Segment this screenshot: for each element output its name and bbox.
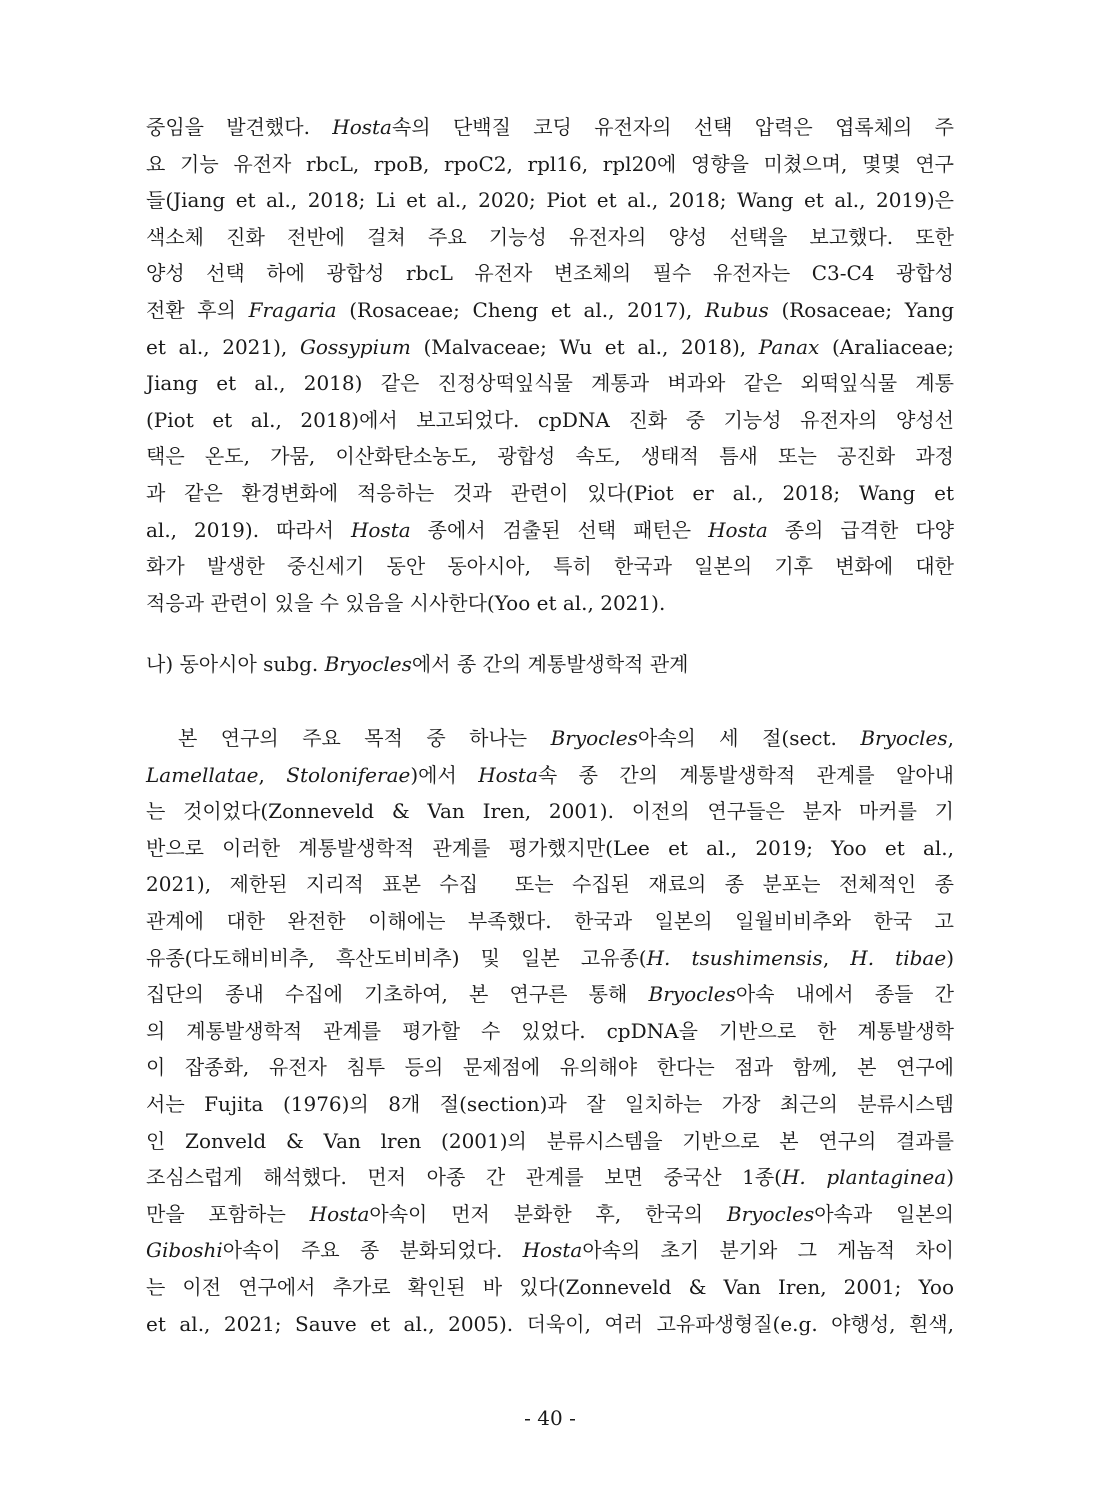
italic-term: Stoloniferae (286, 762, 411, 787)
text-run: (Rosaceae; Yang (768, 297, 954, 322)
text-run: al., 2019). 따라서 (146, 517, 351, 542)
text-run: ) (946, 945, 954, 970)
italic-term: Hosta (332, 115, 392, 139)
text-line (146, 1306, 954, 1343)
text-run: 적응과 관련이 있을 수 있음을 시사한다(Yoo et al., 2021). (146, 590, 666, 615)
text-run: , (947, 726, 954, 750)
text-run: 이 잡종화, 유전자 침투 등의 문제점에 유의해야 한다는 점과 함께, 본 연구에 (146, 1055, 954, 1080)
text-run: 전환 후의 (146, 297, 249, 322)
text-run: ) (946, 1165, 954, 1190)
text-run: (Rosaceae; Cheng et al., 2017), (336, 297, 705, 322)
text-line (146, 475, 954, 512)
italic-term: Bryocles (860, 726, 948, 750)
text-run: 화가 발생한 중신세기 동안 동아시아, 특히 한국과 일본의 기후 변화에 대한 (146, 554, 954, 579)
text-line (146, 793, 954, 830)
text-run: Jiang et al., 2018) 같은 진정상떡잎식물 계통과 벼과와 같은 외떡잎식물 계통 (146, 371, 954, 396)
text-line (146, 1123, 954, 1160)
text-line (146, 365, 954, 402)
text-run: 아속의 세 절(sect. (637, 726, 861, 750)
text-run: 들(Jiang et al., 2018; Li et al., 2020; Piot et al., 2018; Wang et al., 2019)은 (146, 188, 954, 213)
text-run: 반으로 이러한 계통발생학적 관계를 평가했지만(Lee et al., 2019; Yoo et al., (146, 835, 954, 860)
text-line (146, 329, 954, 366)
text-run: (Piot et al., 2018)에서 보고되었다. cpDNA 진화 중 기능성 유전자의 양성선 (146, 407, 954, 432)
text-line (146, 757, 954, 794)
text-run: 아속이 먼저 분화한 후, 한국의 (369, 1201, 727, 1226)
text-line (146, 219, 954, 256)
italic-term: Gossypium (299, 334, 411, 359)
text-run: 만을 포함하는 (146, 1201, 310, 1226)
text-run: 아속이 주요 종 분화되었다. (222, 1238, 523, 1263)
text-line (146, 292, 954, 329)
italic-term: Hosta (708, 517, 768, 542)
text-run: 과 같은 환경변화에 적응하는 것과 관련이 있다(Piot er al., 2018; Wang et (146, 480, 954, 505)
text-line (146, 866, 954, 903)
text-line (146, 1086, 954, 1123)
text-line (146, 1159, 954, 1196)
italic-term: H. plantaginea (781, 1165, 947, 1190)
text-run: 는 이전 연구에서 추가로 확인된 바 있다(Zonneveld & Van Iren, 2001; Yoo (146, 1274, 954, 1299)
text-run: et al., 2021), (146, 334, 300, 359)
text-run: (Araliaceae; (819, 334, 954, 359)
italic-term: Hosta (309, 1201, 370, 1226)
text-run: 아속의 초기 분기와 그 게놈적 차이 (582, 1238, 954, 1263)
text-run: 종에서 검출된 선택 패턴은 (410, 517, 709, 542)
italic-term: H. tsushimensis (646, 945, 823, 970)
text-line (146, 1269, 954, 1306)
italic-term: H. tibae (850, 945, 947, 970)
italic-term: Hosta (478, 762, 538, 787)
text-line (146, 976, 954, 1013)
text-run: 유종(다도해비비추, 흑산도비비추) 및 일본 고유종( (146, 945, 647, 970)
text-line (146, 109, 954, 146)
text-line (146, 903, 954, 940)
text-run: )에서 (410, 762, 479, 787)
text-line (146, 940, 954, 977)
text-line (146, 1049, 954, 1086)
italic-term: Bryocles (550, 726, 638, 750)
text-line (146, 830, 954, 867)
text-run: 인 Zonveld & Van lren (2001)의 분류시스템을 기반으로 본 연구의 결과를 (146, 1128, 954, 1153)
text-run: 에서 종 간의 계통발생학적 관계 (411, 652, 689, 676)
text-run: 아속 내에서 종들 간 (735, 982, 954, 1007)
text-run: 속의 단백질 코딩 유전자의 선택 압력은 엽록체의 주 (391, 115, 954, 139)
text-run: 양성 선택 하에 광합성 rbcL 유전자 변조체의 필수 유전자는 C3-C4 광합성 (146, 261, 954, 286)
italic-term: Rubus (704, 297, 769, 322)
text-line (146, 402, 954, 439)
text-line (146, 548, 954, 585)
text-line (146, 1196, 954, 1233)
text-run: 본 연구의 주요 목적 중 하나는 (178, 726, 551, 750)
body-paragraph-2 (146, 720, 954, 1342)
text-run: 관계에 대한 완전한 이해에는 부족했다. 한국과 일본의 일월비비추와 한국 고 (146, 908, 954, 933)
italic-term: Hosta (350, 517, 411, 542)
text-run: , (258, 762, 287, 787)
text-run: 서는 Fujita (1976)의 8개 절(section)과 잘 일치하는 가장 최근의 분류시스템 (146, 1091, 954, 1116)
text-line (146, 585, 954, 622)
text-run: (Malvaceae; Wu et al., 2018), (410, 334, 759, 359)
italic-term: Bryocles (648, 982, 736, 1007)
text-run: 의 계통발생학적 관계를 평가할 수 있었다. cpDNA을 기반으로 한 계통발생학 (146, 1018, 954, 1043)
italic-term: Fragaria (248, 297, 337, 322)
text-line (146, 1232, 954, 1269)
text-run: 아속과 일본의 (814, 1201, 955, 1226)
text-run: 중임을 발견했다. (146, 115, 333, 139)
italic-term: Giboshi (146, 1238, 223, 1263)
italic-term: Lamellatae (146, 762, 259, 787)
section-heading (146, 646, 688, 682)
text-line (146, 182, 954, 219)
text-run: 택은 온도, 가뭄, 이산화탄소농도, 광합성 속도, 생태적 틈새 또는 공진화 과정 (146, 444, 954, 469)
italic-term: Bryocles (324, 652, 412, 676)
body-paragraph-1 (146, 109, 954, 621)
italic-term: Hosta (522, 1238, 583, 1263)
text-line (146, 512, 954, 549)
text-run: 종의 급격한 다양 (767, 517, 954, 542)
text-run: 조심스럽게 해석했다. 먼저 아종 간 관계를 보면 중국산 1종( (146, 1165, 782, 1190)
text-line (146, 1013, 954, 1050)
text-line (146, 438, 954, 475)
italic-term: Panax (758, 334, 820, 359)
text-run: 집단의 종내 수집에 기초하여, 본 연구른 통해 (146, 982, 649, 1007)
page-number: - 40 - (524, 1406, 576, 1430)
text-run: 속 종 간의 계통발생학적 관계를 알아내 (537, 762, 954, 787)
text-run: 나) 동아시아 subg. (146, 652, 325, 676)
text-run: , (822, 945, 851, 970)
text-run: et al., 2021; Sauve et al., 2005). 더욱이, 여러 고유파생형질(e.g. 야행성, 흰색, (146, 1311, 954, 1336)
text-run: 는 것이었다(Zonneveld & Van Iren, 2001). 이전의 연구들은 분자 마커를 기 (146, 799, 954, 824)
text-line (146, 146, 954, 183)
text-run: 요 기능 유전자 rbcL, rpoB, rpoC2, rpl16, rpl20에 영향을 미쳤으며, 몇몇 연구 (146, 151, 954, 176)
text-run: 색소체 진화 전반에 걸쳐 주요 기능성 유전자의 양성 선택을 보고했다. 또한 (146, 224, 954, 249)
italic-term: Bryocles (726, 1201, 815, 1226)
text-line (146, 255, 954, 292)
text-run: 2021), 제한된 지리적 표본 수집 또는 수집된 재료의 종 분포는 전체적인 종 (146, 872, 954, 897)
text-line (146, 720, 954, 757)
